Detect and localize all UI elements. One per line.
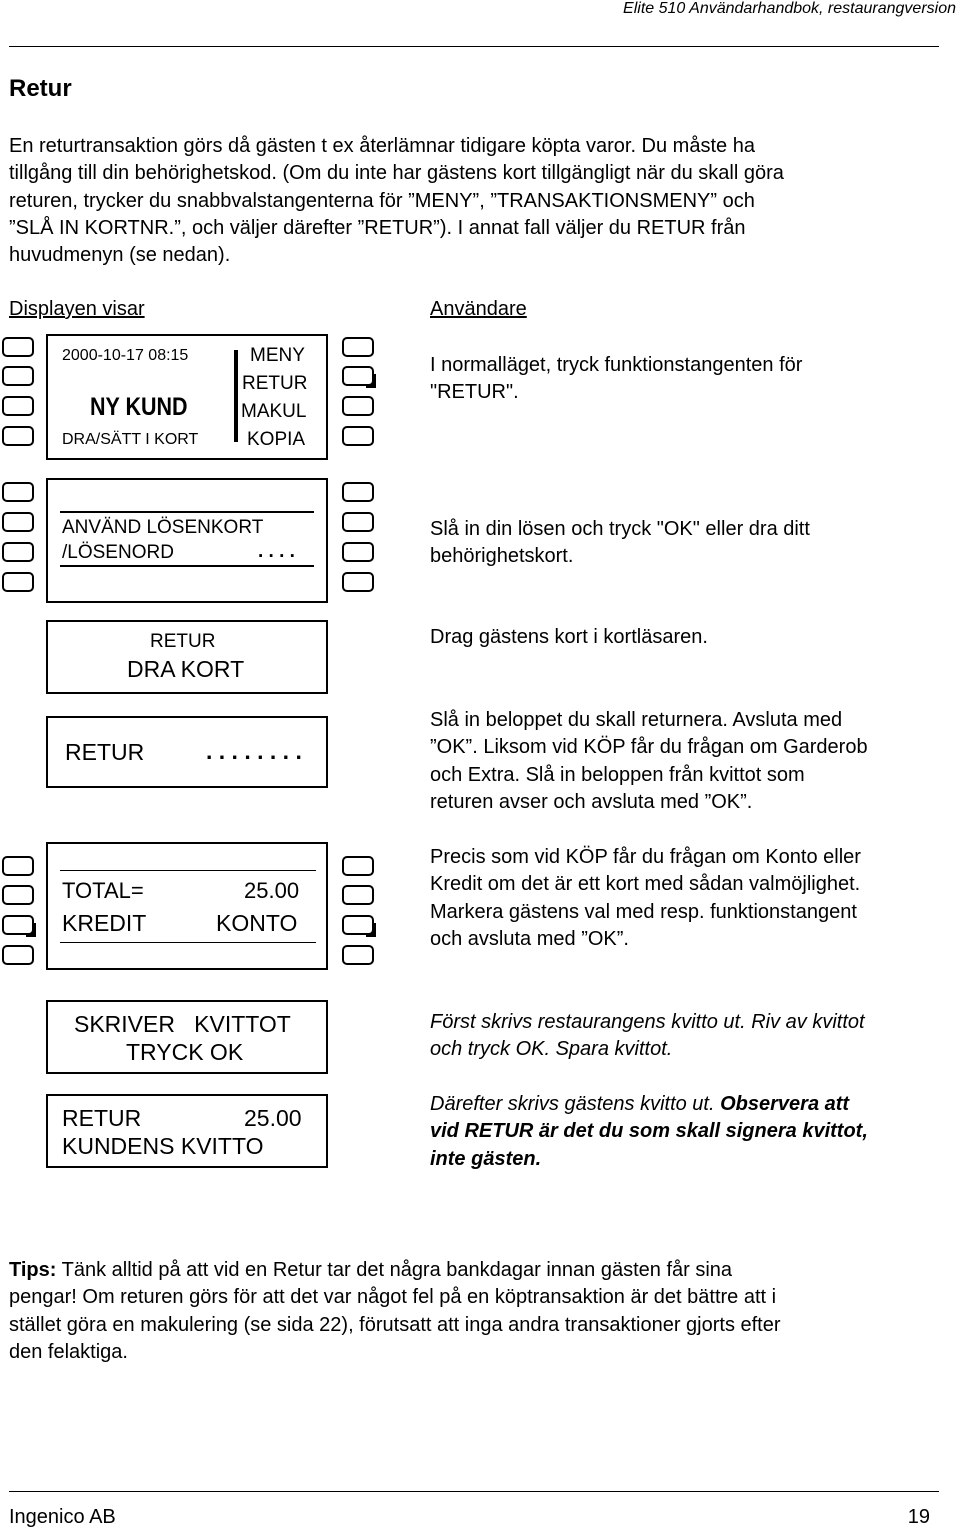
instruction-2: Slå in din lösen och tryck "OK" eller dra ditt behörighetskort. xyxy=(430,518,810,568)
running-header: Elite 510 Användarhandbok, restaurangversion xyxy=(623,0,956,17)
instruction-1: I normalläget, tryck funktionstangenten för "RETUR". xyxy=(430,354,803,404)
user-column-heading: Användare xyxy=(430,298,527,320)
intro-line: huvudmenyn (se nedan). xyxy=(9,244,231,267)
amount-value: 25.00 xyxy=(244,1105,302,1131)
function-key-right-4[interactable] xyxy=(342,426,374,446)
intro-line: En returtransaktion görs då gästen t ex återlämnar tidigare köpta varor. Du måste ha xyxy=(9,135,755,157)
display-screen xyxy=(46,842,328,970)
terminal-screen-4 xyxy=(46,716,328,788)
screen-label: RETUR xyxy=(62,1105,142,1131)
instruction-6: Först skrivs restaurangens kvitto ut. Riv av kvittot och tryck OK. Spara kvittot. xyxy=(430,1011,865,1061)
function-key-left-3-pressed[interactable] xyxy=(2,915,34,935)
function-key-left-2[interactable] xyxy=(2,885,34,905)
tips-label: Tips: xyxy=(9,1259,57,1281)
intro-line: ”SLÅ IN KORTNR.”, och väljer därefter ”RETUR”). I annat fall väljer du RETUR från xyxy=(9,216,746,239)
function-key-right-2[interactable] xyxy=(342,512,374,532)
total-label: TOTAL= xyxy=(62,878,144,903)
display-screen xyxy=(46,334,328,460)
function-key-left-4[interactable] xyxy=(2,426,34,446)
function-key-left-2[interactable] xyxy=(2,512,34,532)
press-ok-prompt: TRYCK OK xyxy=(126,1039,244,1065)
menu-option-meny[interactable]: MENY xyxy=(250,345,305,366)
password-prompt-line2: /LÖSENORD xyxy=(62,542,174,563)
password-input-dots[interactable]: . . . . xyxy=(258,541,295,562)
function-key-left-2[interactable] xyxy=(2,366,34,386)
function-key-right-4[interactable] xyxy=(342,945,374,965)
function-key-right-1[interactable] xyxy=(342,482,374,502)
display-column-heading: Displayen visar xyxy=(9,298,145,320)
intro-paragraph xyxy=(9,133,954,269)
function-key-left-3[interactable] xyxy=(2,396,34,416)
receipt-label: KUNDENS KVITTO xyxy=(62,1133,264,1159)
screen-title: NY KUND xyxy=(90,393,188,421)
screen-prompt: DRA KORT xyxy=(127,656,245,682)
menu-divider xyxy=(234,350,238,442)
function-key-left-4[interactable] xyxy=(2,945,34,965)
section-title: Retur xyxy=(9,75,72,102)
separator-line xyxy=(60,942,316,943)
function-key-right-2-pressed[interactable] xyxy=(342,366,374,386)
terminal-screen-3 xyxy=(46,620,328,694)
total-value: 25.00 xyxy=(244,878,300,903)
function-key-right-3[interactable] xyxy=(342,396,374,416)
screen-label: RETUR xyxy=(65,739,145,765)
footer-company: Ingenico AB xyxy=(9,1506,116,1528)
instruction-5: Precis som vid KÖP får du frågan om Konto eller Kredit om det är ett kort med sådan valmöjlighet. Markera gästens val med resp. funktionstangent och avsluta med ”OK”. xyxy=(430,846,861,950)
function-key-left-1[interactable] xyxy=(2,482,34,502)
option-konto[interactable]: KONTO xyxy=(216,910,298,936)
intro-line: tillgång till din behörighetskod. (Om du inte har gästens kort tillgängligt när du skall göra xyxy=(9,162,784,185)
datetime: 2000-10-17 08:15 xyxy=(62,347,189,364)
terminal-screen-7 xyxy=(46,1094,328,1168)
footer-rule xyxy=(9,1491,939,1492)
header-rule xyxy=(9,46,939,47)
intro-line: returen, trycker du snabbvalstangenterna för ”MENY”, ”TRANSAKTIONSMENY” och xyxy=(9,189,755,212)
function-key-right-3-pressed[interactable] xyxy=(342,915,374,935)
screen-title: RETUR xyxy=(150,631,216,652)
menu-option-makul[interactable]: MAKUL xyxy=(241,401,307,422)
option-kredit[interactable]: KREDIT xyxy=(62,910,147,936)
amount-input-dots[interactable]: . . . . . . . . xyxy=(206,738,302,764)
function-key-right-3[interactable] xyxy=(342,542,374,562)
function-key-left-1[interactable] xyxy=(2,337,34,357)
function-key-left-4[interactable] xyxy=(2,572,34,592)
menu-option-retur[interactable]: RETUR xyxy=(242,373,308,394)
tips-paragraph: Tips: Tänk alltid på att vid en Retur tar det några bankdagar innan gästen får sina pengar! Om returen görs för att det var något fel på en köptransaktion är det bättre att i stället göra en makulering (se sida 22), förutsatt att inga andra transaktioner gjorts efter den felaktiga. xyxy=(9,1259,781,1363)
menu-option-kopia[interactable]: KOPIA xyxy=(247,429,306,450)
function-key-right-2[interactable] xyxy=(342,885,374,905)
separator-line xyxy=(60,565,314,567)
separator-line xyxy=(60,870,316,871)
instruction-4: Slå in beloppet du skall returnera. Avsluta med ”OK”. Liksom vid KÖP får du frågan om Garderob och Extra. Slå in beloppen från kvittot som returen avser och avsluta med ”OK”. xyxy=(430,709,868,813)
page-number: 19 xyxy=(907,1506,930,1528)
display-screen xyxy=(46,478,328,603)
function-key-right-1[interactable] xyxy=(342,337,374,357)
function-key-left-1[interactable] xyxy=(2,856,34,876)
terminal-screen-6 xyxy=(46,1000,328,1074)
separator-line xyxy=(60,511,314,513)
instruction-3: Drag gästens kort i kortläsaren. xyxy=(430,626,708,648)
screen-prompt: DRA/SÄTT I KORT xyxy=(62,431,199,448)
instruction-7: Därefter skrivs gästens kvitto ut. Observera att vid RETUR är det du som skall signera kvittot, inte gästen. xyxy=(430,1093,868,1170)
password-prompt-line1: ANVÄND LÖSENKORT xyxy=(62,517,264,538)
function-key-right-4[interactable] xyxy=(342,572,374,592)
printing-message: SKRIVER KVITTOT xyxy=(74,1011,291,1037)
function-key-right-1[interactable] xyxy=(342,856,374,876)
function-key-left-3[interactable] xyxy=(2,542,34,562)
